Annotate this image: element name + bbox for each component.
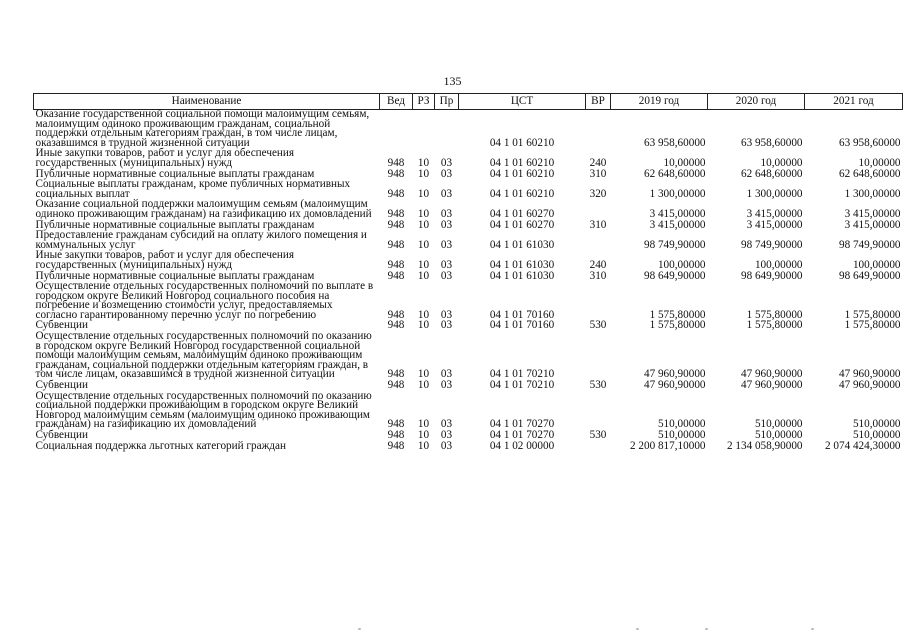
row-rz: 10 <box>417 439 430 452</box>
row-2021-amount: 1 575,80000 <box>844 319 901 332</box>
row-2019-amount: 510,00000 <box>657 418 706 431</box>
row-2019-amount: 1 300,00000 <box>649 187 706 200</box>
row-ved: 948 <box>387 379 405 392</box>
row-vr <box>586 332 611 381</box>
row-cst: 04 1 01 61030 <box>489 258 555 271</box>
row-rz: 10 <box>417 207 430 220</box>
row-2019-amount: 10,00000 <box>663 156 706 169</box>
row-pr: 03 <box>440 429 453 441</box>
row-ved: 948 <box>387 308 405 321</box>
row-vr: 240 <box>589 258 607 271</box>
row-vr: 530 <box>589 319 607 332</box>
row-2020-amount: 1 575,80000 <box>746 319 803 332</box>
row-2019-amount: 47 960,90000 <box>643 379 706 392</box>
row-2019-amount: 1 575,80000 <box>649 308 706 321</box>
row-2020-amount: 1 300,00000 <box>746 187 803 200</box>
row-name: Социальная поддержка льготных категорий граждан <box>35 439 286 452</box>
table-row <box>34 392 903 431</box>
table-row <box>34 442 903 453</box>
row-2020-amount: 100,00000 <box>754 258 803 271</box>
row-rz: 10 <box>417 187 430 200</box>
row-2021-amount: 510,00000 <box>852 418 901 431</box>
row-2020-amount: 47 960,90000 <box>740 379 803 392</box>
row-vr <box>586 200 611 220</box>
row-rz: 10 <box>417 258 430 271</box>
row-2020-amount: 62 648,60000 <box>740 167 803 180</box>
row-2021-amount: 47 960,90000 <box>838 368 901 381</box>
row-2019-amount: 510,00000 <box>657 429 706 441</box>
row-pr: 03 <box>440 379 453 392</box>
table-row <box>34 251 903 271</box>
table-row <box>34 231 903 251</box>
row-name: Оказание государственной социальной помощи малоимущим семьям, малоимущим одиноко проживающим гражданам, социальной поддержки отдельным категориям граждан, в том числе лицам, оказавшимся в трудной жизненной ситуации <box>35 108 370 149</box>
row-pr: 03 <box>440 308 453 321</box>
row-cst: 04 1 01 60270 <box>489 207 555 220</box>
table-row <box>34 282 903 321</box>
row-2021-amount: 10,00000 <box>858 156 901 169</box>
row-ved: 948 <box>387 368 405 381</box>
header-cst: ЦСТ <box>459 94 586 110</box>
row-pr: 03 <box>440 238 453 251</box>
row-name: Иные закупки товаров, работ и услуг для обеспечения государственных (муниципальных) нужд <box>35 147 295 169</box>
table-row <box>34 180 903 200</box>
row-pr: 03 <box>440 218 453 231</box>
row-name: Публичные нормативные социальные выплаты гражданам <box>35 167 315 180</box>
row-ved: 948 <box>387 156 405 169</box>
row-cst: 04 1 01 70160 <box>489 319 555 332</box>
row-2019-amount: 3 415,00000 <box>649 207 706 220</box>
row-name: Субвенции <box>35 319 88 332</box>
row-cst: 04 1 01 61030 <box>489 238 555 251</box>
header-ved: Вед <box>380 94 413 110</box>
header-rz: РЗ <box>413 94 435 110</box>
row-2020-amount: 47 960,90000 <box>740 368 803 381</box>
row-rz: 10 <box>417 218 430 231</box>
row-2020-amount: 3 415,00000 <box>746 218 803 231</box>
row-2020-amount: 98 749,90000 <box>740 238 803 251</box>
budget-table <box>33 93 903 452</box>
row-2021-amount: 98 649,90000 <box>838 269 901 282</box>
row-pr: 03 <box>440 207 453 220</box>
row-2019-amount: 3 415,00000 <box>649 218 706 231</box>
row-rz: 10 <box>417 379 430 392</box>
row-vr: 530 <box>589 379 607 392</box>
row-2020-amount: 510,00000 <box>754 429 803 441</box>
row-2019-amount: 98 649,90000 <box>643 269 706 282</box>
row-vr <box>586 392 611 431</box>
row-2021-amount: 1 300,00000 <box>844 187 901 200</box>
row-2020-amount: 1 575,80000 <box>746 308 803 321</box>
row-rz: 10 <box>417 167 430 180</box>
header-name: Наименование <box>34 94 380 110</box>
row-vr <box>586 231 611 251</box>
row-ved: 948 <box>387 167 405 180</box>
row-ved: 948 <box>387 429 405 441</box>
row-rz: 10 <box>417 429 430 441</box>
row-2020-amount: 63 958,60000 <box>740 136 803 149</box>
row-pr: 03 <box>440 156 453 169</box>
row-2021-amount: 3 415,00000 <box>844 218 901 231</box>
row-ved <box>380 110 413 150</box>
row-2019-amount: 98 749,90000 <box>643 238 706 251</box>
row-rz: 10 <box>417 238 430 251</box>
row-pr: 03 <box>440 439 453 452</box>
row-name: Осуществление отдельных государственных полномочий по оказанию социальной поддержки проживающим в городском округе Великий Новгород малоимущим семьям (малоимущим одиноко проживающим гражданам) на газификацию их домовладений <box>35 389 372 431</box>
row-2021-amount: 98 749,90000 <box>838 238 901 251</box>
row-rz: 10 <box>417 368 430 381</box>
row-cst: 04 1 01 70160 <box>489 308 555 321</box>
row-rz: 10 <box>417 156 430 169</box>
row-2021-amount: 3 415,00000 <box>844 207 901 220</box>
row-pr: 03 <box>440 319 453 332</box>
row-vr: 310 <box>589 167 607 180</box>
table-row <box>34 149 903 169</box>
row-ved: 948 <box>387 218 405 231</box>
row-pr: 03 <box>440 258 453 271</box>
row-vr: 320 <box>589 187 607 200</box>
row-vr <box>586 282 611 321</box>
row-rz: 10 <box>417 269 430 282</box>
row-name: Иные закупки товаров, работ и услуг для обеспечения государственных (муниципальных) нужд <box>35 249 295 271</box>
row-vr <box>586 442 611 453</box>
row-2019-amount: 1 575,80000 <box>649 319 706 332</box>
table-body <box>34 110 903 453</box>
row-pr <box>435 110 459 150</box>
header-2019: 2019 год <box>611 94 708 110</box>
row-2020-amount: 10,00000 <box>760 156 803 169</box>
row-vr: 530 <box>589 429 607 441</box>
row-ved: 948 <box>387 418 405 431</box>
row-vr <box>586 110 611 150</box>
row-pr: 03 <box>440 418 453 431</box>
row-2019-amount: 62 648,60000 <box>643 167 706 180</box>
row-vr: 310 <box>589 269 607 282</box>
row-ved: 948 <box>387 319 405 332</box>
row-cst: 04 1 01 60270 <box>489 218 555 231</box>
row-2020-amount: 2 134 058,90000 <box>726 439 803 452</box>
table-row <box>34 200 903 220</box>
row-2021-amount: 510,00000 <box>852 429 901 441</box>
row-2021-amount: 100,00000 <box>852 258 901 271</box>
row-name: Осуществление отдельных государственных полномочий по выплате в городском округе Великий Новгород социального пособия на погребение и возмещению стоимости услуг, предоставляемых согласно гарантированному перечню услуг по погребению <box>35 280 374 321</box>
row-ved: 948 <box>387 258 405 271</box>
header-2020: 2020 год <box>708 94 805 110</box>
row-ved: 948 <box>387 238 405 251</box>
row-name: Предоставление гражданам субсидий на оплату жилого помещения и коммунальных услуг <box>35 229 367 251</box>
row-cst: 04 1 01 70210 <box>489 379 555 392</box>
row-2019-amount: 100,00000 <box>657 258 706 271</box>
row-2021-amount: 62 648,60000 <box>838 167 901 180</box>
header-vr: ВР <box>586 94 611 110</box>
row-cst: 04 1 01 70270 <box>489 429 555 441</box>
row-name: Осуществление отдельных государственных полномочий по оказанию в городском округе Великий Новгород государственной социальной помощи малоимущим семьям, малоимущим одиноко проживающим гражданам, социальной поддержки отдельным категориям граждан, в том числе лицам, оказавшимся в трудной жизненной ситуации <box>35 330 372 381</box>
row-name: Публичные нормативные социальные выплаты гражданам <box>35 218 315 231</box>
row-2021-amount: 47 960,90000 <box>838 379 901 392</box>
header-pr: Пр <box>435 94 459 110</box>
row-pr: 03 <box>440 167 453 180</box>
page-number: 135 <box>443 74 462 88</box>
row-name: Публичные нормативные социальные выплаты гражданам <box>35 269 315 282</box>
row-pr: 03 <box>440 269 453 282</box>
row-cst: 04 1 01 60210 <box>489 156 555 169</box>
row-name: Субвенции <box>35 429 88 441</box>
row-rz: 10 <box>417 308 430 321</box>
header-2021: 2021 год <box>805 94 903 110</box>
row-2020-amount: 510,00000 <box>754 418 803 431</box>
row-ved: 948 <box>387 269 405 282</box>
row-vr: 240 <box>589 156 607 169</box>
row-name: Субвенции <box>35 379 88 392</box>
row-cst: 04 1 01 60210 <box>489 187 555 200</box>
row-cst: 04 1 01 70210 <box>489 368 555 381</box>
table-row <box>34 332 903 381</box>
row-cst: 04 1 01 60210 <box>489 167 555 180</box>
row-2019-amount: 2 200 817,10000 <box>629 439 706 452</box>
row-cst: 04 1 01 60210 <box>489 136 555 149</box>
row-2019-amount: 47 960,90000 <box>643 368 706 381</box>
row-ved: 948 <box>387 207 405 220</box>
row-cst: 04 1 02 00000 <box>489 439 555 452</box>
row-2019-amount: 63 958,60000 <box>643 136 706 149</box>
scan-marks <box>0 628 905 638</box>
row-2021-amount: 2 074 424,30000 <box>824 439 901 452</box>
table-row <box>34 110 903 150</box>
row-pr: 03 <box>440 187 453 200</box>
row-rz <box>413 110 435 150</box>
row-name: Оказание социальной поддержки малоимущим семьям (малоимущим одиноко проживающим гражданам) на газификацию их домовладений <box>35 198 372 220</box>
row-vr: 310 <box>589 218 607 231</box>
row-rz: 10 <box>417 418 430 431</box>
row-2020-amount: 3 415,00000 <box>746 207 803 220</box>
row-cst: 04 1 01 61030 <box>489 269 555 282</box>
row-2021-amount: 63 958,60000 <box>838 136 901 149</box>
row-2020-amount: 98 649,90000 <box>740 269 803 282</box>
row-pr: 03 <box>440 368 453 381</box>
row-2021-amount: 1 575,80000 <box>844 308 901 321</box>
row-rz: 10 <box>417 319 430 332</box>
row-ved: 948 <box>387 439 405 452</box>
row-ved: 948 <box>387 187 405 200</box>
row-cst: 04 1 01 70270 <box>489 418 555 431</box>
row-name: Социальные выплаты гражданам, кроме публичных нормативных социальных выплат <box>35 178 351 200</box>
